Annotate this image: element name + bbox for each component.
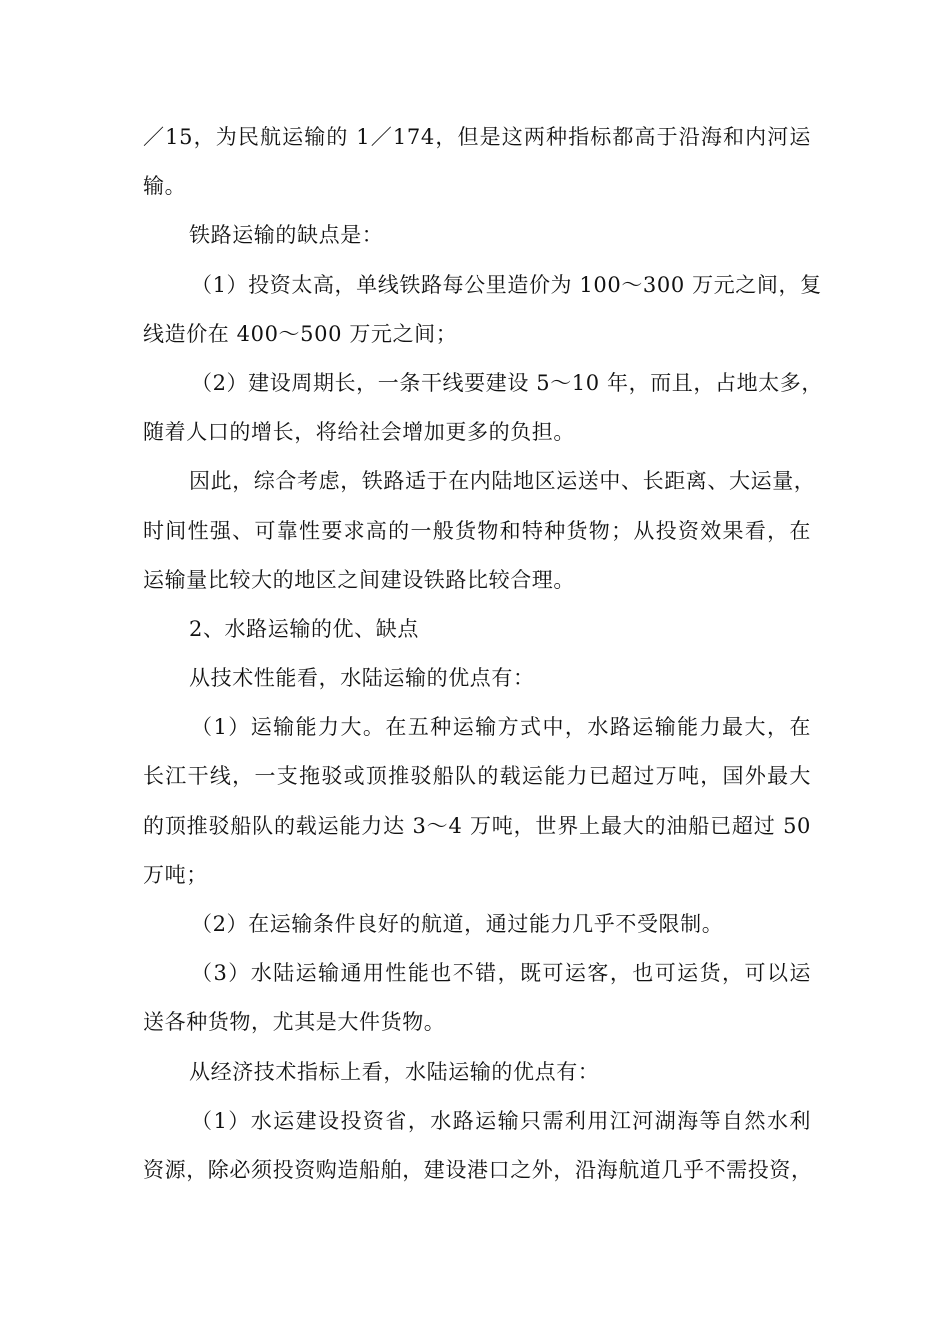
text-line-12: 从技术性能看，水陆运输的优点有：	[189, 666, 535, 691]
text-line-7: 随着人口的增长，将给社会增加更多的负担。	[143, 420, 575, 445]
text-line-6: （2）建设周期长，一条干线要建设 5～10 年，而且，占地太多，	[191, 370, 823, 395]
text-line-17: （2）在运输条件良好的航道，通过能力几乎不受限制。	[191, 912, 724, 936]
text-line-2: 输。	[143, 174, 187, 199]
text-line-5: 线造价在 400～500 万元之间；	[143, 321, 458, 346]
section-heading: 2、水路运输的优、缺点	[189, 616, 419, 641]
text-line-18: （3）水陆运输通用性能也不错，既可运客，也可运货，可以运	[191, 961, 811, 986]
text-line-3: 铁路运输的缺点是：	[189, 223, 384, 248]
text-line-8: 因此，综合考虑，铁路适于在内陆地区运送中、长距离、大运量，	[189, 469, 816, 494]
text-line-15: 的顶推驳船队的载运能力达 3～4 万吨，世界上最大的油船已超过 50	[143, 813, 811, 838]
text-line-19: 送各种货物，尤其是大件货物。	[143, 1010, 446, 1035]
text-line-20: 从经济技术指标上看，水陆运输的优点有：	[189, 1059, 600, 1084]
text-line-21: （1）水运建设投资省，水路运输只需利用江河湖海等自然水利	[191, 1108, 811, 1133]
text-line-10: 运输量比较大的地区之间建设铁路比较合理。	[143, 567, 575, 592]
text-line-16: 万吨；	[143, 862, 208, 887]
text-line-9: 时间性强、可靠性要求高的一般货物和特种货物；从投资效果看，在	[143, 518, 811, 543]
text-line-4: （1）投资太高，单线铁路每公里造价为 100～300 万元之间，复	[191, 272, 822, 297]
text-line-13: （1）运输能力大。在五种运输方式中，水路运输能力最大，在	[191, 715, 811, 740]
text-line-14: 长江干线，一支拖驳或顶推驳船队的载运能力已超过万吨，国外最大	[143, 764, 811, 789]
document-body	[143, 119, 823, 1201]
text-line-1: ／15，为民航运输的 1／174，但是这两种指标都高于沿海和内河运	[143, 125, 811, 149]
text-line-22: 资源，除必须投资购造船舶，建设港口之外，沿海航道几乎不需投资，	[143, 1157, 813, 1182]
